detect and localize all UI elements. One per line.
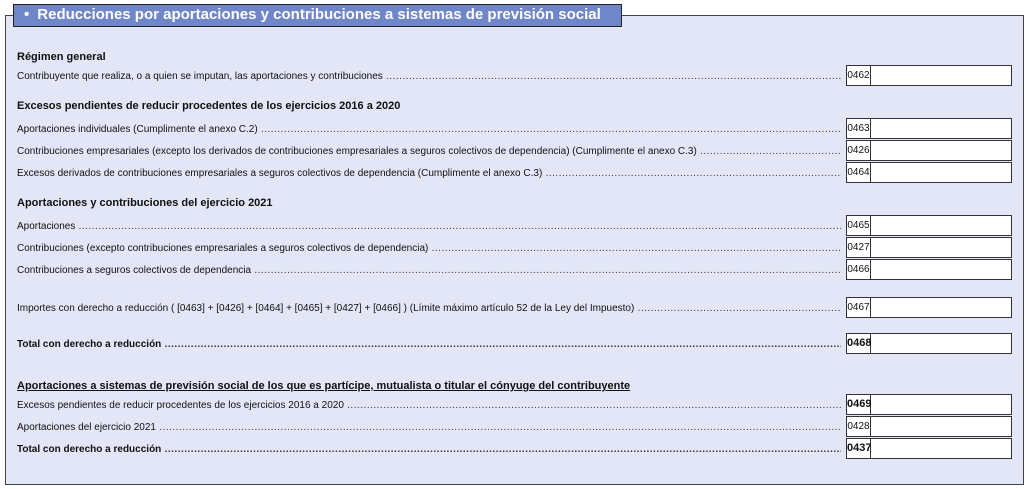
heading-ejercicio-2021: Aportaciones y contribuciones del ejercicio 2021: [17, 197, 273, 209]
row-label: Excesos pendientes de reducir procedentes de los ejercicios 2016 a 2020 .....: [17, 399, 841, 413]
box-code: 0465: [847, 216, 871, 235]
row-0437: [17, 438, 1013, 459]
amount-box: [846, 140, 1012, 161]
row-label: Contribuyente que realiza, o a quien se imputan, las aportaciones y contribuciones .....: [17, 70, 841, 84]
amount-box: [846, 118, 1012, 139]
row-label: Total con derecho a reducción .....: [17, 443, 841, 457]
box-code: 0427: [847, 238, 871, 257]
box-code: 0437: [847, 439, 871, 458]
row-0466: [17, 259, 1013, 280]
box-code: 0466: [847, 260, 871, 279]
amount-input-0466[interactable]: [872, 260, 1011, 279]
amount-box: [846, 297, 1012, 318]
row-0465: [17, 215, 1013, 236]
row-0462: [17, 65, 1013, 86]
amount-input-0437[interactable]: [872, 439, 1011, 458]
section-title: Reducciones por aportaciones y contribuciones a sistemas de previsión social: [37, 6, 601, 23]
amount-input-0468[interactable]: [872, 334, 1011, 353]
box-code: 0464: [847, 163, 871, 182]
amount-input-0428[interactable]: [872, 417, 1011, 436]
box-code: 0463: [847, 119, 871, 138]
row-label: Importes con derecho a reducción ( [0463] + [0426] + [0464] + [0465] + [0427] + [0466] ) (Límite máximo artículo 52 de la Ley del Impuesto) .....: [17, 302, 841, 316]
bullet-icon: •: [24, 6, 30, 23]
amount-box: [846, 394, 1012, 415]
box-code: 0428: [847, 417, 871, 436]
row-label: Total con derecho a reducción .....: [17, 338, 841, 352]
box-code: 0468: [847, 334, 871, 353]
amount-input-0426[interactable]: [872, 141, 1011, 160]
heading-excesos: Excesos pendientes de reducir procedentes de los ejercicios 2016 a 2020: [17, 100, 401, 112]
row-label: Contribuciones (excepto contribuciones empresariales a seguros colectivos de dependencia) .....: [17, 242, 841, 256]
row-0468: [17, 333, 1013, 354]
box-code: 0467: [847, 298, 871, 317]
amount-box: [846, 259, 1012, 280]
row-0467: [17, 297, 1013, 318]
box-code: 0462: [847, 66, 871, 85]
row-label: Aportaciones .....: [17, 220, 841, 234]
amount-box: [846, 215, 1012, 236]
amount-input-0465[interactable]: [872, 216, 1011, 235]
row-0464: [17, 162, 1013, 183]
amount-box: [846, 237, 1012, 258]
amount-input-0463[interactable]: [872, 119, 1011, 138]
row-0428: [17, 416, 1013, 437]
box-code: 0469: [847, 395, 871, 414]
amount-box: [846, 438, 1012, 459]
box-code: 0426: [847, 141, 871, 160]
row-0426: [17, 140, 1013, 161]
amount-box: [846, 416, 1012, 437]
row-label: Aportaciones individuales (Cumplimente el anexo C.2) .....: [17, 123, 841, 137]
amount-input-0464[interactable]: [872, 163, 1011, 182]
row-0463: [17, 118, 1013, 139]
row-label: Excesos derivados de contribuciones empresariales a seguros colectivos de dependencia (Cumplimente el anexo C.3) .....: [17, 167, 841, 181]
amount-input-0427[interactable]: [872, 238, 1011, 257]
row-0427: [17, 237, 1013, 258]
amount-box: [846, 333, 1012, 354]
amount-box: [846, 162, 1012, 183]
section-title-tab: [13, 4, 622, 27]
row-label: Contribuciones a seguros colectivos de dependencia .....: [17, 264, 841, 278]
amount-input-0467[interactable]: [872, 298, 1011, 317]
amount-input-0469[interactable]: [872, 395, 1011, 414]
amount-input-0462[interactable]: [872, 66, 1011, 85]
row-label: Contribuciones empresariales (excepto los derivados de contribuciones empresariales a seguros colectivos de dependencia) (Cumplimente el anexo C.3) .....: [17, 145, 841, 159]
heading-conyuge: Aportaciones a sistemas de previsión social de los que es partícipe, mutualista o titular el cónyuge del contribuyente: [17, 380, 631, 392]
amount-box: [846, 65, 1012, 86]
row-0469: [17, 394, 1013, 415]
heading-regimen-general: Régimen general: [17, 51, 106, 63]
row-label: Aportaciones del ejercicio 2021 .....: [17, 421, 841, 435]
